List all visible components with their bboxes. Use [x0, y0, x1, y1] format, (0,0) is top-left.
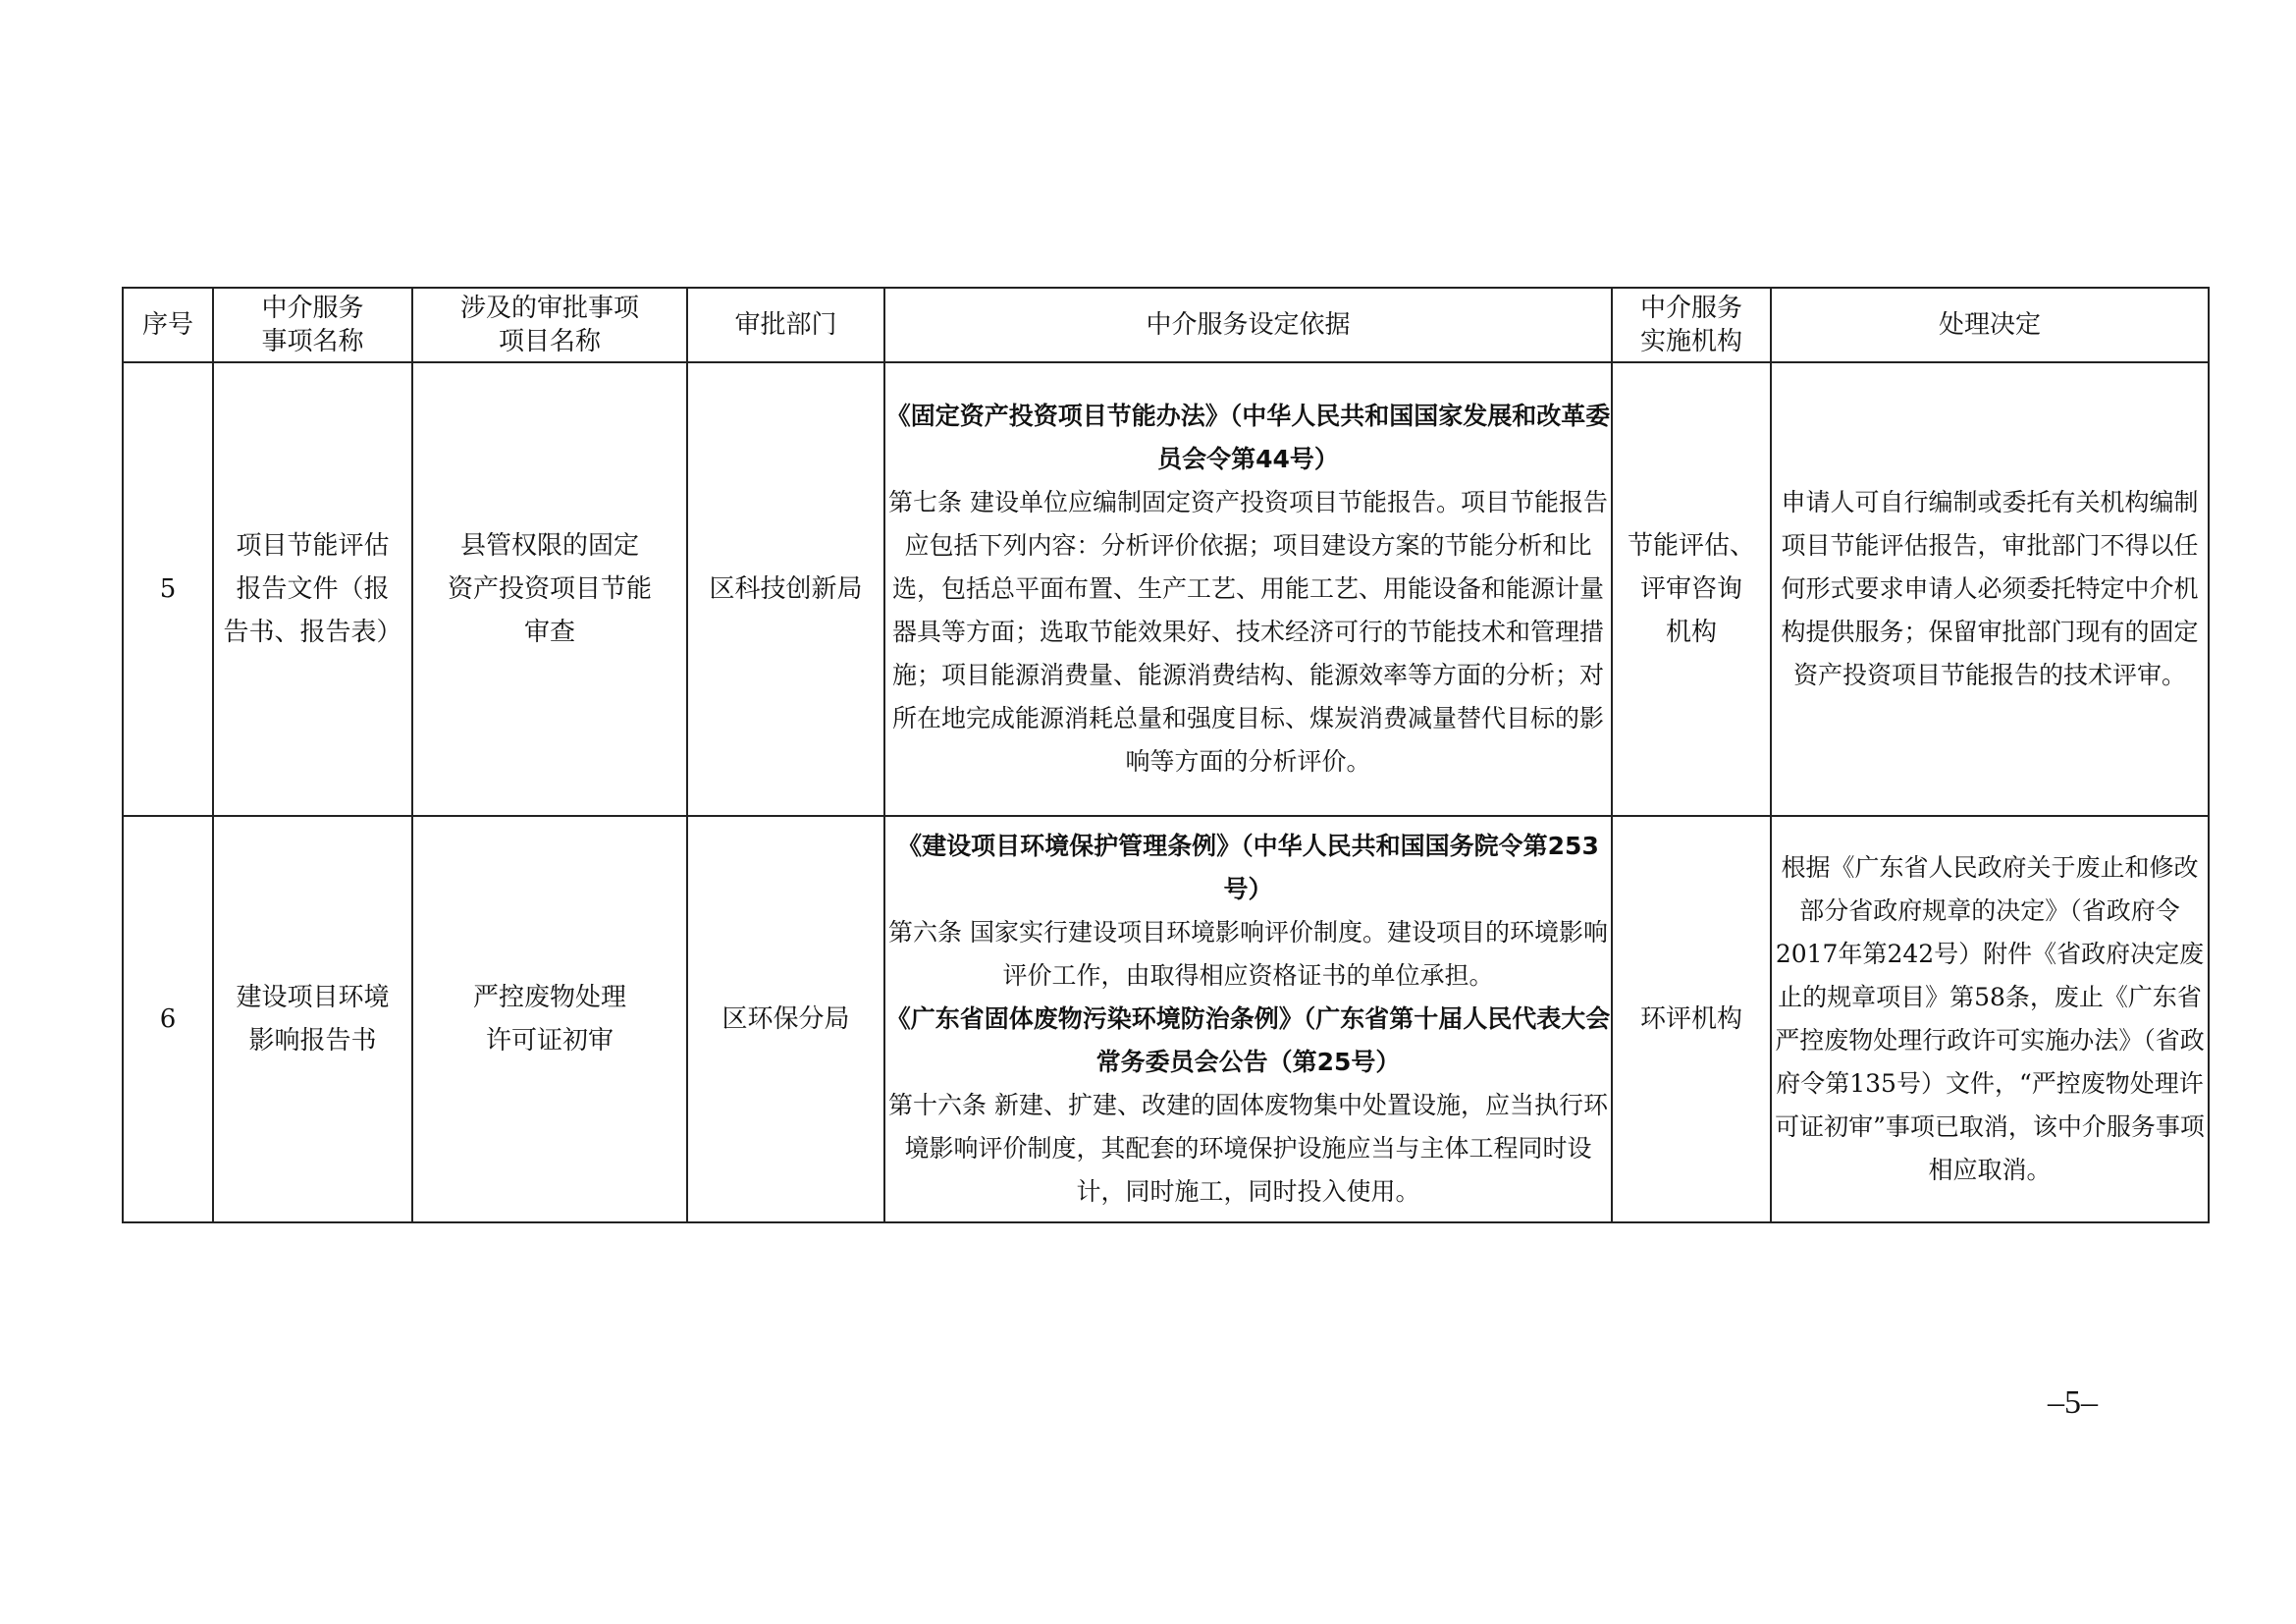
- table-row: [123, 362, 2209, 816]
- row5-agency-line2: 评审咨询: [1639, 574, 1742, 604]
- row5-seq: 5: [123, 362, 213, 816]
- row6-seq: 6: [123, 816, 213, 1222]
- row5-service-name: [213, 362, 412, 816]
- row6-agency-line1: 环评机构: [1639, 1004, 1742, 1034]
- row6-basis-law-title-2: 《广东省固体废物污染环境防治条例》（广东省第十届人民代表大会常务委员会公告（第25号）: [885, 1004, 1611, 1076]
- header-agency-line1: 中介服务: [1639, 294, 1742, 323]
- header-approval-item-line1: 涉及的审批事项: [459, 294, 639, 323]
- header-department-label: 审批部门: [734, 310, 837, 340]
- row5-service-name-line3: 告书、报告表）: [223, 618, 402, 647]
- row5-basis-law-title: 《固定资产投资项目节能办法》（中华人民共和国国家发展和改革委员会令第44号）: [885, 402, 1611, 473]
- row5-agency-line3: 机构: [1665, 618, 1717, 647]
- header-agency-line2: 实施机构: [1639, 327, 1742, 356]
- row6-service-name-line1: 建设项目环境: [236, 983, 390, 1012]
- row6-service-name-line2: 影响报告书: [248, 1026, 377, 1056]
- row5-department: 区科技创新局: [687, 362, 884, 816]
- row6-basis-law-title-1: 《建设项目环境保护管理条例》（中华人民共和国国务院令第253号）: [897, 832, 1599, 903]
- row5-basis-article-text: 第七条 建设单位应编制固定资产投资项目节能报告。项目节能报告应包括下列内容：分析评价依据；项目建设方案的节能分析和比选，包括总平面布置、生产工艺、用能工艺、用能设备和能源计量器具等方面；选取节能效果好、技术经济可行的节能技术和管理措施；项目能源消费量、能源消费结构、能源效率等方面的分析；对所在地完成能源消耗总量和强度目标、煤炭消费减量替代目标的影响等方面的分析评价。: [888, 488, 1608, 776]
- header-approval-item: [412, 288, 687, 362]
- row5-approval-item: [412, 362, 687, 816]
- row6-approval-item-line2: 许可证初审: [485, 1026, 614, 1056]
- row5-service-name-line1: 项目节能评估: [236, 531, 390, 561]
- row6-service-name: [213, 816, 412, 1222]
- table-header-row: [123, 288, 2209, 362]
- row6-basis-article-text-2: 第十六条 新建、扩建、改建的固体废物集中处置设施，应当执行环境影响评价制度，其配套的环境保护设施应当与主体工程同时设计，同时施工，同时投入使用。: [888, 1091, 1608, 1206]
- header-decision: [1771, 288, 2209, 362]
- row6-decision: 根据《广东省人民政府关于废止和修改部分省政府规章的决定》（省政府令2017年第242号）附件《省政府决定废止的规章项目》第58条，废止《广东省严控废物处理行政许可实施办法》（省政府令第135号）文件，“严控废物处理许可证初审”事项已取消，该中介服务事项相应取消。: [1771, 816, 2209, 1222]
- header-service-name-line2: 事项名称: [261, 327, 364, 356]
- header-service-name: [213, 288, 412, 362]
- page-number: –5–: [2048, 1384, 2098, 1421]
- header-agency: [1612, 288, 1771, 362]
- table-row: [123, 816, 2209, 1222]
- row5-approval-item-line1: 县管权限的固定: [459, 531, 639, 561]
- row5-approval-item-line2: 资产投资项目节能: [447, 574, 652, 604]
- row5-service-name-line2: 报告文件（报: [236, 574, 390, 604]
- header-seq: [123, 288, 213, 362]
- row6-basis: [884, 816, 1612, 1222]
- intermediary-services-table: [122, 287, 2210, 1223]
- row6-agency: [1612, 816, 1771, 1222]
- row5-basis: [884, 362, 1612, 816]
- header-seq-label: 序号: [141, 310, 193, 340]
- row6-department: 区环保分局: [687, 816, 884, 1222]
- row6-approval-item-line1: 严控废物处理: [472, 983, 626, 1012]
- header-basis: [884, 288, 1612, 362]
- row6-approval-item: [412, 816, 687, 1222]
- header-approval-item-line2: 项目名称: [498, 327, 601, 356]
- header-decision-label: 处理决定: [1938, 310, 2041, 340]
- row5-approval-item-line3: 审查: [523, 618, 575, 647]
- row5-decision: 申请人可自行编制或委托有关机构编制项目节能评估报告，审批部门不得以任何形式要求申请人必须委托特定中介机构提供服务；保留审批部门现有的固定资产投资项目节能报告的技术评审。: [1771, 362, 2209, 816]
- header-department: [687, 288, 884, 362]
- header-basis-label: 中介服务设定依据: [1146, 310, 1351, 340]
- row6-basis-article-text-1: 第六条 国家实行建设项目环境影响评价制度。建设项目的环境影响评价工作，由取得相应资格证书的单位承担。: [888, 918, 1608, 990]
- row5-agency-line1: 节能评估、: [1627, 531, 1755, 561]
- row5-agency: [1612, 362, 1771, 816]
- header-service-name-line1: 中介服务: [261, 294, 364, 323]
